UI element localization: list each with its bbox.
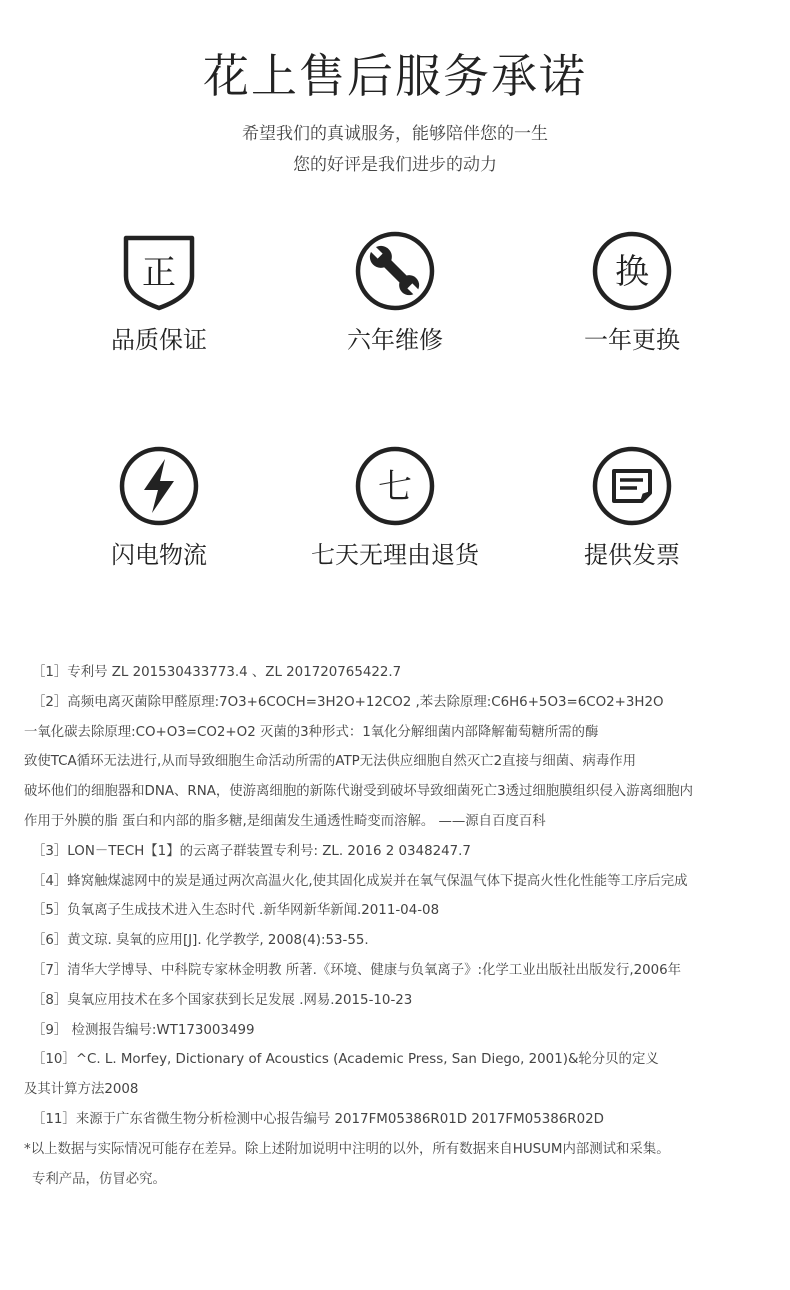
footnotes (24, 658, 780, 1194)
page-title: 花上售后服务承诺 (203, 49, 587, 103)
feature-one-year-exchange (532, 230, 732, 356)
footnote-line: 一氧化碳去除原理:CO+O3=CO2+O2 灭菌的3种形式：1氧化分解细菌内部降解葡萄糖所需的酶 (24, 724, 599, 740)
footnote-line: ［1］专利号 ZL 201530433773.4 、ZL 201720765422.7 (32, 665, 402, 680)
footnote-line: 破坏他们的细胞器和DNA、RNA，使游离细胞的新陈代谢受到破坏导致细菌死亡3透过细胞膜组织侵入游离细胞内 (24, 784, 694, 800)
disclaimer: *以上数据与实际情况可能存在差异。除上述附加说明中注明的以外，所有数据来自HUSUM内部测试和采集。 (24, 1141, 670, 1157)
subtitle-line-2: 您的好评是我们进步的动力 (293, 155, 497, 175)
feature-quality-guarantee (59, 230, 259, 356)
feature-seven-day-return (295, 445, 495, 571)
feature-label: 六年维修 (347, 326, 443, 354)
feature-label: 闪电物流 (111, 541, 207, 569)
feature-label: 品质保证 (111, 326, 207, 354)
footnote-line: ［6］黄文琼. 臭氧的应用[J]. 化学教学, 2008(4):53-55. (32, 933, 369, 949)
footnote-line: ［4］蜂窝触煤滤网中的炭是通过两次高温火化,使其固化成炭并在氧气保温气体下提高火性化性能等工序后完成 (32, 873, 688, 889)
exchange-icon (591, 230, 673, 312)
footnote-line: ［5］负氧离子生成技术进入生态时代 .新华网新华新闻.2011-04-08 (32, 903, 440, 919)
seven-icon (354, 445, 436, 527)
footnote-line: ［9］ 检测报告编号:WT173003499 (32, 1022, 255, 1038)
footnote-line: 致使TCA循环无法进行,从而导致细胞生命活动所需的ATP无法供应细胞自然灭亡2直接与细菌、病毒作用 (24, 754, 637, 770)
footnote-line: ［2］高频电离灭菌除甲醛原理:7O3+6COCH=3H2O+12CO2 ,苯去除原理:C6H6+5O3=6CO2+3H2O (32, 694, 664, 710)
feature-label: 一年更换 (584, 326, 680, 354)
svg-text:七: 七 (378, 467, 412, 507)
footnote-line: ［8］臭氧应用技术在多个国家获到长足发展 .网易.2015-10-23 (32, 992, 413, 1008)
footnote-line: ［3］LON－TECH【1】的云离子群装置专利号: ZL. 2016 2 0348247.7 (32, 843, 471, 859)
lightning-icon (118, 445, 200, 527)
feature-label: 提供发票 (584, 541, 680, 569)
feature-invoice (532, 445, 732, 571)
wrench-icon (354, 230, 436, 312)
footnote-line: 作用于外膜的脂 蛋白和内部的脂多糖,是细菌发生通透性畸变而溶解。 ——源自百度百科 (24, 813, 546, 829)
invoice-icon (591, 445, 673, 527)
svg-text:正: 正 (142, 253, 176, 293)
svg-text:换: 换 (615, 252, 649, 292)
footnote-line: ［7］清华大学博导、中科院专家林金明教 所著.《环境、健康与负氧离子》:化学工业出版社出版发行,2006年 (32, 962, 682, 978)
subtitle-line-1: 希望我们的真诚服务，能够陪伴您的一生 (242, 124, 548, 144)
feature-lightning-logistics (59, 445, 259, 571)
feature-label: 七天无理由退货 (311, 541, 479, 569)
feature-six-year-repair (295, 230, 495, 356)
shield-icon (118, 230, 200, 312)
footnote-line: 及其计算方法2008 (24, 1082, 139, 1098)
footnote-line: ［11］来源于广东省微生物分析检测中心报告编号 2017FM05386R01D 2017FM05386R02D (32, 1111, 604, 1127)
patent-notice: 专利产品，仿冒必究。 (32, 1171, 166, 1187)
footnote-line: ［10］^C. L. Morfey, Dictionary of Acoustics (Academic Press, San Diego, 2001)&轮分贝的定义 (32, 1052, 659, 1068)
